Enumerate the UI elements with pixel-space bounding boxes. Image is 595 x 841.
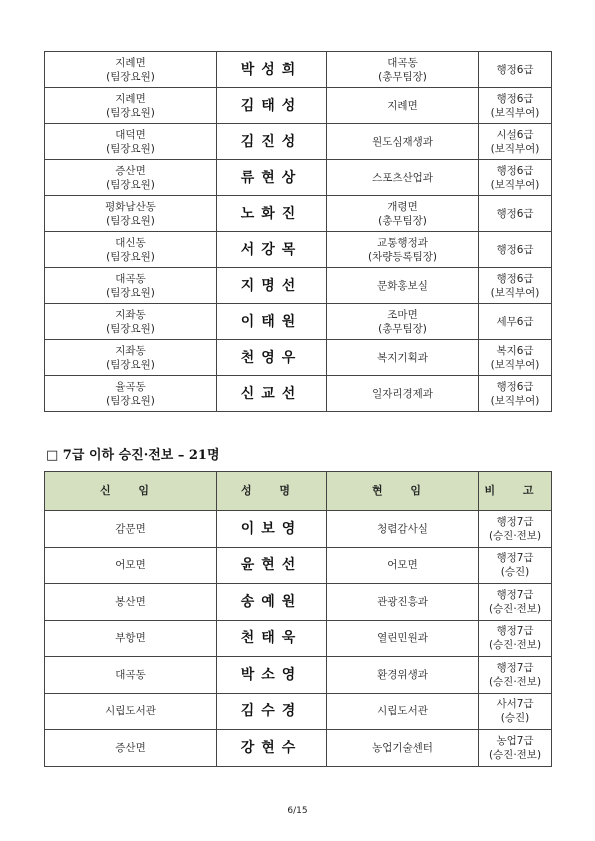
table-row	[45, 160, 552, 196]
cell-line: (총무팀장)	[378, 70, 427, 83]
cell-line: (팀장요원)	[106, 394, 155, 407]
cell-remarks	[479, 657, 552, 694]
cell-line: (팀장요원)	[106, 142, 155, 155]
cell-new-post	[45, 584, 217, 621]
cell-line: 관광진흥과	[377, 595, 428, 608]
cell-line: (팀장요원)	[106, 178, 155, 191]
cell-line: 세무6급	[496, 315, 534, 328]
cell-person-name: 류현상	[217, 160, 327, 196]
cell-line: 시립도서관	[377, 705, 428, 718]
cell-current-post	[327, 547, 479, 584]
cell-line: 복지기획과	[377, 351, 428, 364]
cell-new-post	[45, 340, 217, 376]
cell-current-post	[327, 52, 479, 88]
cell-line: 지례면	[115, 56, 146, 69]
table-row	[45, 511, 552, 548]
cell-new-post	[45, 657, 217, 694]
cell-line: 행정6급	[496, 272, 534, 285]
cell-line: 봉산면	[115, 595, 146, 608]
cell-current-post	[327, 511, 479, 548]
cell-current-post	[327, 124, 479, 160]
cell-new-post	[45, 376, 217, 412]
cell-line: 농업7급	[496, 734, 534, 747]
cell-line: (팀장요원)	[106, 358, 155, 371]
cell-line: 대곡동	[115, 668, 146, 681]
cell-line: (승진)	[500, 712, 530, 725]
table-row	[45, 232, 552, 268]
table-row	[45, 196, 552, 232]
cell-person-name: 이태원	[217, 304, 327, 340]
cell-new-post	[45, 511, 217, 548]
header-remarks: 비 고	[479, 472, 552, 511]
cell-line: 교통행정과	[377, 236, 428, 249]
table-row	[45, 340, 552, 376]
cell-current-post	[327, 196, 479, 232]
cell-person-name: 송예원	[217, 584, 327, 621]
page-number: 6/15	[287, 806, 308, 816]
cell-line: (차량등록팀장)	[367, 250, 438, 263]
cell-person-name: 천태욱	[217, 620, 327, 657]
cell-remarks	[479, 196, 552, 232]
header-name: 성 명	[217, 472, 327, 511]
cell-remarks	[479, 160, 552, 196]
appointment-table-6th-grade	[44, 51, 552, 412]
cell-line: (팀장요원)	[106, 70, 155, 83]
cell-remarks	[479, 730, 552, 767]
table-row	[45, 547, 552, 584]
cell-current-post	[327, 657, 479, 694]
cell-line: 행정6급	[496, 243, 534, 256]
cell-line: 지좌동	[115, 308, 146, 321]
header-current-post: 현 임	[327, 472, 479, 511]
cell-line: (총무팀장)	[378, 322, 427, 335]
cell-new-post	[45, 124, 217, 160]
table-row	[45, 584, 552, 621]
cell-current-post	[327, 620, 479, 657]
table-row	[45, 304, 552, 340]
cell-line: (팀장요원)	[106, 214, 155, 227]
cell-line: (보직부여)	[490, 178, 540, 191]
cell-line: 율곡동	[115, 380, 146, 393]
cell-line: 어모면	[115, 559, 146, 572]
cell-line: 대곡동	[115, 272, 146, 285]
cell-line: 감문면	[115, 522, 146, 535]
cell-remarks	[479, 547, 552, 584]
cell-new-post	[45, 547, 217, 584]
table-row	[45, 693, 552, 730]
cell-new-post	[45, 88, 217, 124]
cell-line: (승진·전보)	[488, 675, 542, 688]
cell-current-post	[327, 160, 479, 196]
cell-person-name: 박성희	[217, 52, 327, 88]
cell-line: 대신동	[115, 236, 146, 249]
cell-person-name: 박소영	[217, 657, 327, 694]
cell-line: (총무팀장)	[378, 214, 427, 227]
cell-line: 행정6급	[496, 63, 534, 76]
cell-line: 환경위생과	[377, 668, 428, 681]
cell-person-name: 신교선	[217, 376, 327, 412]
cell-line: 복지6급	[496, 344, 534, 357]
table-row	[45, 52, 552, 88]
cell-current-post	[327, 304, 479, 340]
cell-line: (보직부여)	[490, 286, 540, 299]
cell-line: (팀장요원)	[106, 286, 155, 299]
cell-person-name: 강현수	[217, 730, 327, 767]
cell-new-post	[45, 693, 217, 730]
table-row	[45, 657, 552, 694]
cell-line: 행정7급	[496, 661, 534, 674]
cell-new-post	[45, 620, 217, 657]
cell-line: 열린민원과	[377, 632, 428, 645]
cell-line: 행정7급	[496, 515, 534, 528]
table-header-row	[45, 472, 552, 511]
cell-current-post	[327, 376, 479, 412]
cell-person-name: 지명선	[217, 268, 327, 304]
cell-line: 부항면	[115, 632, 146, 645]
cell-line: (승진·전보)	[488, 529, 542, 542]
cell-new-post	[45, 52, 217, 88]
table-row	[45, 268, 552, 304]
cell-line: (팀장요원)	[106, 250, 155, 263]
cell-new-post	[45, 232, 217, 268]
cell-line: (팀장요원)	[106, 106, 155, 119]
table-row	[45, 124, 552, 160]
cell-new-post	[45, 196, 217, 232]
cell-line: 행정7급	[496, 625, 534, 638]
cell-line: (보직부여)	[490, 106, 540, 119]
cell-person-name: 김진성	[217, 124, 327, 160]
cell-remarks	[479, 376, 552, 412]
cell-line: 행정6급	[496, 92, 534, 105]
cell-remarks	[479, 584, 552, 621]
cell-current-post	[327, 693, 479, 730]
cell-remarks	[479, 268, 552, 304]
cell-line: (보직부여)	[490, 142, 540, 155]
cell-remarks	[479, 340, 552, 376]
cell-remarks	[479, 511, 552, 548]
cell-remarks	[479, 620, 552, 657]
cell-line: 행정6급	[496, 380, 534, 393]
cell-person-name: 천영우	[217, 340, 327, 376]
cell-new-post	[45, 730, 217, 767]
cell-remarks	[479, 304, 552, 340]
cell-line: 사서7급	[496, 698, 534, 711]
cell-current-post	[327, 88, 479, 124]
cell-line: 개령면	[387, 200, 418, 213]
cell-line: 어모면	[387, 559, 418, 572]
cell-line: 농업기술센터	[372, 741, 433, 754]
cell-remarks	[479, 693, 552, 730]
cell-line: 행정7급	[496, 552, 534, 565]
cell-remarks	[479, 88, 552, 124]
cell-person-name: 김수경	[217, 693, 327, 730]
cell-remarks	[479, 52, 552, 88]
cell-line: 지좌동	[115, 344, 146, 357]
cell-new-post	[45, 268, 217, 304]
cell-line: 대덕면	[115, 128, 146, 141]
cell-remarks	[479, 232, 552, 268]
cell-line: (승진·전보)	[488, 639, 542, 652]
table-row	[45, 620, 552, 657]
cell-line: (승진·전보)	[488, 748, 542, 761]
cell-line: 행정7급	[496, 588, 534, 601]
cell-line: 지례면	[387, 99, 418, 112]
cell-person-name: 노화진	[217, 196, 327, 232]
cell-line: 증산면	[115, 741, 146, 754]
cell-line: 행정6급	[496, 164, 534, 177]
cell-line: 행정6급	[496, 207, 534, 220]
cell-line: (보직부여)	[490, 358, 540, 371]
table-row	[45, 376, 552, 412]
cell-person-name: 이보영	[217, 511, 327, 548]
cell-line: 원도심재생과	[372, 135, 433, 148]
cell-line: 조마면	[387, 308, 418, 321]
cell-line: 대곡동	[387, 56, 418, 69]
table-row	[45, 88, 552, 124]
cell-line: 청렴감사실	[377, 522, 428, 535]
cell-line: (승진·전보)	[488, 602, 542, 615]
cell-current-post	[327, 584, 479, 621]
cell-line: (보직부여)	[490, 394, 540, 407]
cell-line: 증산면	[115, 164, 146, 177]
cell-person-name: 서강목	[217, 232, 327, 268]
cell-line: (팀장요원)	[106, 322, 155, 335]
cell-current-post	[327, 340, 479, 376]
section-title: □ 7급 이하 승진·전보 – 21명	[46, 448, 220, 463]
cell-current-post	[327, 730, 479, 767]
cell-line: 평화남산동	[105, 200, 156, 213]
cell-line: (승진)	[500, 566, 530, 579]
cell-remarks	[479, 124, 552, 160]
header-new-post: 신 임	[45, 472, 217, 511]
cell-current-post	[327, 268, 479, 304]
cell-person-name: 윤현선	[217, 547, 327, 584]
cell-line: 시립도서관	[105, 705, 156, 718]
cell-line: 시설6급	[496, 128, 534, 141]
cell-line: 문화홍보실	[377, 279, 428, 292]
table-row	[45, 730, 552, 767]
cell-line: 스포츠산업과	[372, 171, 433, 184]
cell-current-post	[327, 232, 479, 268]
cell-line: 일자리경제과	[372, 387, 433, 400]
appointment-table-7th-grade	[44, 471, 552, 767]
cell-new-post	[45, 304, 217, 340]
cell-line: 지례면	[115, 92, 146, 105]
cell-person-name: 김태성	[217, 88, 327, 124]
cell-new-post	[45, 160, 217, 196]
